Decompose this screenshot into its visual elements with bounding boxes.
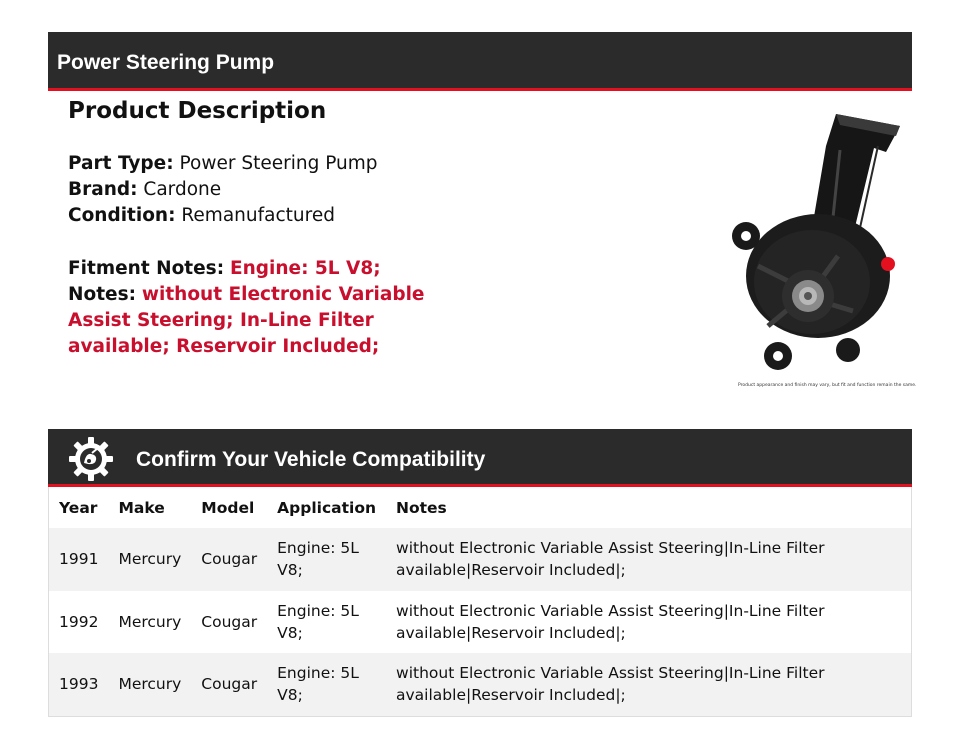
cell-notes: without Electronic Variable Assist Steering|In-Line Filter available|Reservoir Included|; (396, 601, 825, 642)
compatibility-table (49, 487, 911, 716)
spec-notes (68, 282, 468, 360)
notes-value: without Electronic Variable Assist Steering; In-Line Filter available; Reservoir Included; (68, 284, 425, 357)
column-header-notes: Notes (396, 498, 447, 517)
part-type-value: Power Steering Pump (179, 153, 378, 174)
gear-icon (68, 436, 114, 482)
table-row (49, 653, 911, 716)
product-image-caption: Product appearance and finish may vary, but fit and function remain the same. (738, 383, 917, 388)
compatibility-panel (48, 429, 912, 717)
brand-label: Brand: (68, 179, 138, 200)
description-title: Product Description (68, 98, 327, 124)
cell-model: Cougar (201, 550, 258, 569)
spec-condition (68, 203, 335, 229)
cell-year: 1993 (59, 675, 99, 694)
cell-year: 1992 (59, 612, 99, 631)
column-header-year: Year (59, 498, 98, 517)
compatibility-title: Confirm Your Vehicle Compatibility (136, 448, 486, 471)
spec-fitment-notes (68, 256, 381, 282)
notes-label: Notes: (68, 284, 136, 305)
cell-notes: without Electronic Variable Assist Steering|In-Line Filter available|Reservoir Included|; (396, 664, 825, 705)
table-row (49, 591, 911, 654)
condition-value: Remanufactured (181, 205, 335, 226)
fitment-label: Fitment Notes: (68, 258, 225, 279)
table-header-row (49, 487, 911, 528)
cell-application: Engine: 5L V8; (277, 539, 359, 580)
cell-make: Mercury (118, 675, 182, 694)
cell-model: Cougar (201, 675, 258, 694)
cell-year: 1991 (59, 550, 99, 569)
column-header-model: Model (201, 498, 255, 517)
product-description-panel (48, 32, 917, 412)
cell-application: Engine: 5L V8; (277, 601, 359, 642)
product-header-title: Power Steering Pump (57, 51, 275, 74)
product-image (728, 106, 908, 386)
compatibility-header (48, 429, 912, 487)
cell-model: Cougar (201, 612, 258, 631)
cell-make: Mercury (118, 612, 182, 631)
fitment-value: Engine: 5L V8; (229, 258, 381, 279)
brand-value: Cardone (143, 179, 222, 200)
column-header-application: Application (277, 498, 377, 517)
cell-application: Engine: 5L V8; (277, 664, 359, 705)
cell-notes: without Electronic Variable Assist Steering|In-Line Filter available|Reservoir Included|; (396, 539, 825, 580)
table-row (49, 528, 911, 591)
condition-label: Condition: (68, 205, 176, 226)
part-type-label: Part Type: (68, 153, 174, 174)
spec-brand (68, 177, 221, 203)
spec-part-type (68, 151, 378, 177)
column-header-make: Make (118, 498, 165, 517)
product-header (48, 32, 912, 91)
cell-make: Mercury (118, 550, 182, 569)
